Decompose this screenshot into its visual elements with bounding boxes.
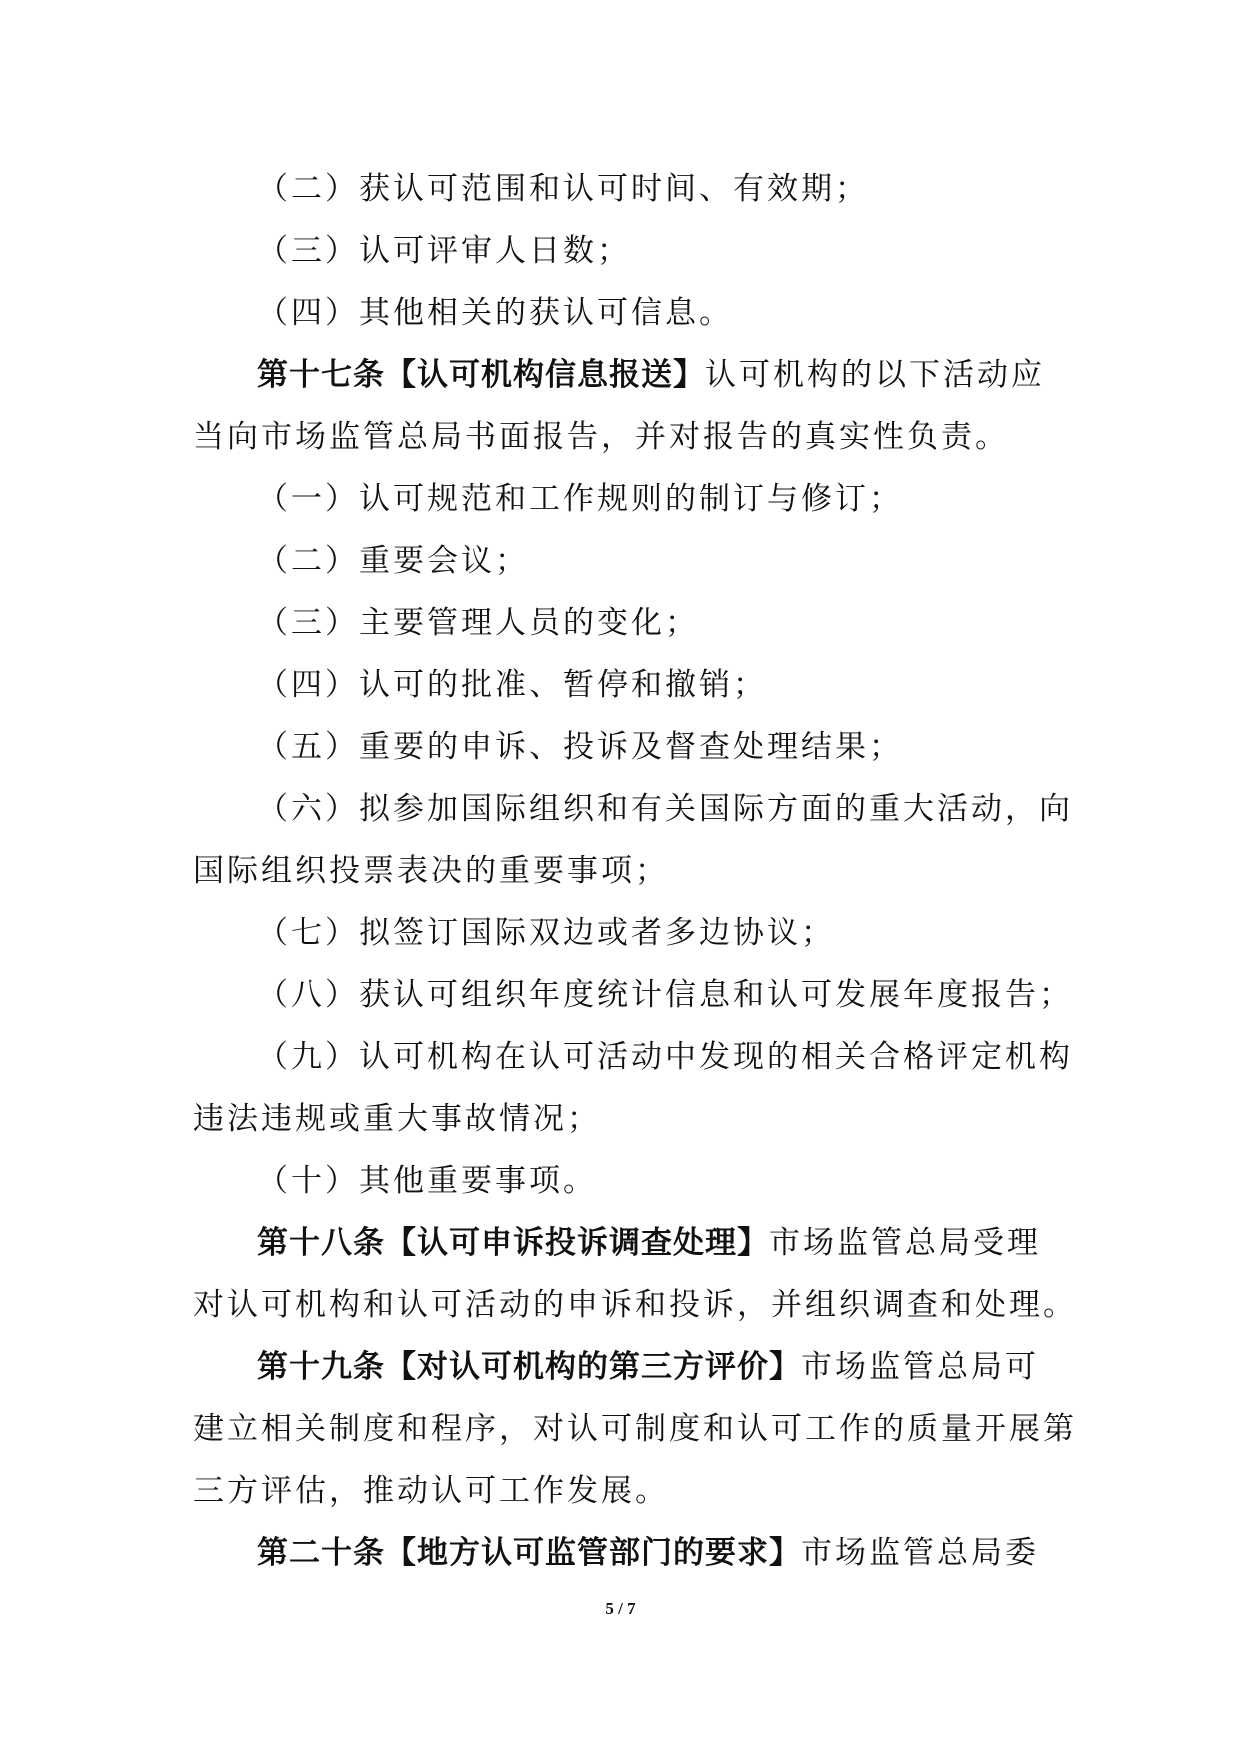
document-body [193, 158, 1077, 1584]
article-17-item-3: （三）主要管理人员的变化； [257, 605, 699, 641]
article-17-item-2: （二）重要会议； [257, 543, 529, 579]
article-18-first-line [193, 1212, 1061, 1274]
list-item-3: （三）认可评审人日数； [257, 233, 631, 269]
article-19-text-continued-1: 建立相关制度和程序，对认可制度和认可工作的质量开展第 [193, 1411, 1077, 1447]
article-17-text-continued: 当向市场监管总局书面报告，并对报告的真实性负责。 [193, 419, 1009, 455]
article-20-heading: 第二十条【地方认可监管部门的要求】 [257, 1535, 801, 1571]
article-17-item-8: （八）获认可组织年度统计信息和认可发展年度报告； [257, 977, 1073, 1013]
article-19-text-start: 市场监管总局可 [801, 1349, 1039, 1385]
list-item-2: （二）获认可范围和认可时间、有效期； [257, 171, 869, 207]
article-17-item-4: （四）认可的批准、暂停和撤销； [257, 667, 767, 703]
article-17-item-5: （五）重要的申诉、投诉及督查处理结果； [257, 729, 903, 765]
article-17-item-7: （七）拟签订国际双边或者多边协议； [257, 915, 835, 951]
article-20-text-start: 市场监管总局委 [801, 1535, 1039, 1571]
article-18-heading: 第十八条【认可申诉投诉调查处理】 [257, 1225, 769, 1261]
article-17-item-10: （十）其他重要事项。 [257, 1163, 597, 1199]
article-17-item-9-continued: 违法违规或重大事故情况； [193, 1101, 601, 1137]
article-17-first-line [193, 344, 1061, 406]
article-18-text-continued: 对认可机构和认可活动的申诉和投诉，并组织调查和处理。 [193, 1287, 1077, 1323]
article-17-item-6: （六）拟参加国际组织和有关国际方面的重大活动，向 [257, 791, 1073, 827]
article-19-heading: 第十九条【对认可机构的第三方评价】 [257, 1349, 801, 1385]
article-18-text-start: 市场监管总局受理 [769, 1225, 1041, 1261]
article-17-item-6-continued: 国际组织投票表决的重要事项； [193, 853, 669, 889]
article-17-text-start: 认可机构的以下活动应 [705, 357, 1045, 393]
page-number: 5 / 7 [605, 1599, 636, 1618]
article-19-first-line [193, 1336, 1061, 1398]
article-17-heading: 第十七条【认可机构信息报送】 [257, 357, 705, 393]
list-item-4: （四）其他相关的获认可信息。 [257, 295, 733, 331]
article-20-first-line [193, 1522, 1061, 1584]
article-17-item-9: （九）认可机构在认可活动中发现的相关合格评定机构 [257, 1039, 1073, 1075]
article-17-item-1: （一）认可规范和工作规则的制订与修订； [257, 481, 903, 517]
article-19-text-continued-2: 三方评估，推动认可工作发展。 [193, 1473, 669, 1509]
